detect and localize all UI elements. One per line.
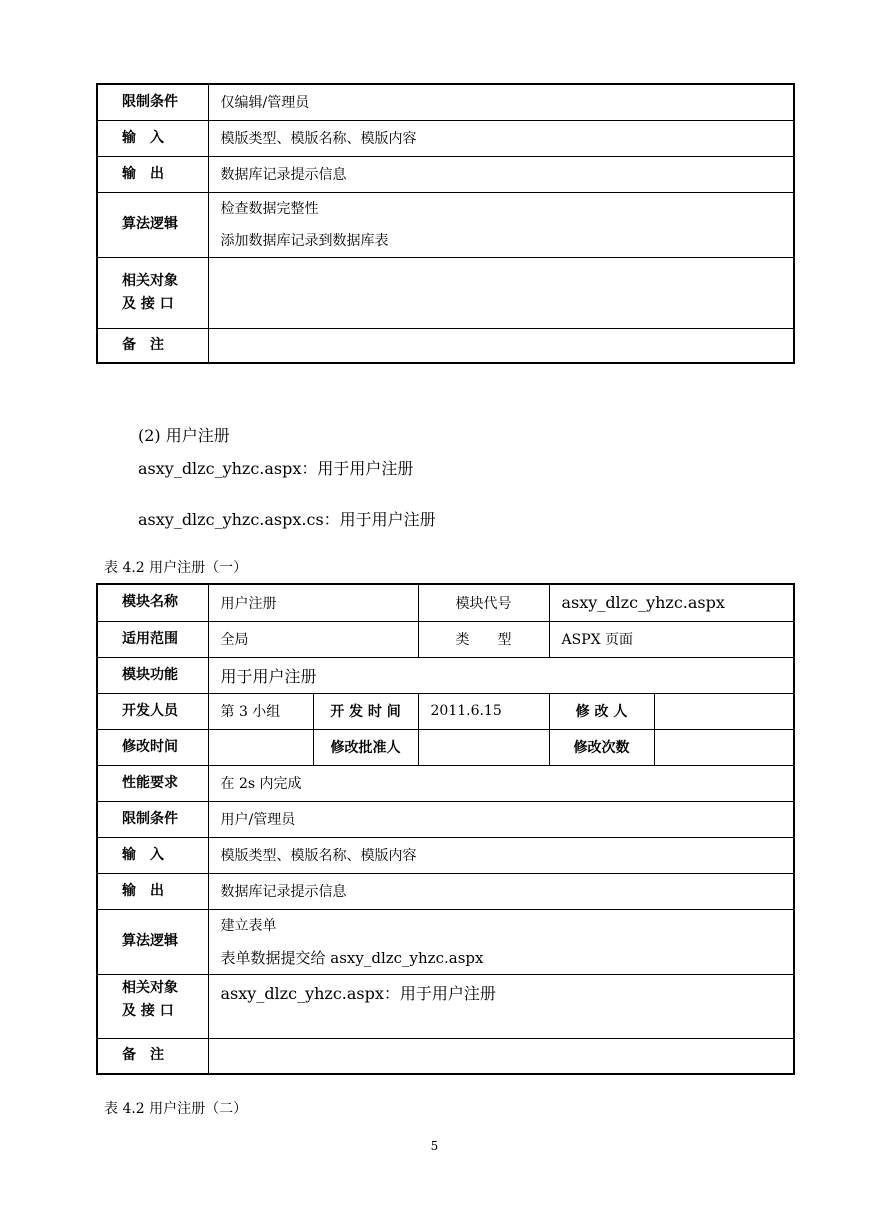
- table-row: [97, 729, 794, 765]
- row-label: 输 入: [97, 837, 208, 873]
- output-value: 数据库记录提示信息: [208, 873, 794, 909]
- function-value: 用于用户注册: [208, 657, 794, 693]
- logic-line: 添加数据库记录到数据库表: [220, 232, 389, 249]
- row-label: 适用范围: [97, 621, 208, 657]
- scope-value: 全局: [208, 621, 418, 657]
- mod-count-value: [654, 729, 794, 765]
- module-name-value: 用户注册: [208, 584, 418, 621]
- perf-value: 在 2s 内完成: [208, 765, 794, 801]
- table-row: [97, 84, 794, 120]
- table-row: [97, 621, 794, 657]
- developer-value: 第 3 小组: [208, 693, 313, 729]
- row-label: 修改次数: [549, 729, 654, 765]
- row-label: 模块代号: [418, 584, 549, 621]
- row-label: 模块功能: [97, 657, 208, 693]
- modifier-value: [654, 693, 794, 729]
- table-row: [97, 801, 794, 837]
- logic-line: 建立表单: [220, 917, 277, 934]
- logic-value: [208, 909, 794, 974]
- row-label: 备 注: [97, 1038, 208, 1074]
- remark-value: [208, 1038, 794, 1074]
- table-row: [97, 584, 794, 621]
- mod-time-value: [208, 729, 313, 765]
- row-label: 限制条件: [97, 84, 208, 120]
- approver-value: [418, 729, 549, 765]
- row-label: 修改批准人: [313, 729, 418, 765]
- row-value: [208, 192, 794, 257]
- row-label: 开 发 时 间: [313, 693, 418, 729]
- row-label: 输 入: [97, 120, 208, 156]
- logic-line: 表单数据提交给 asxy_dlzc_yhzc.aspx: [220, 948, 484, 967]
- module-code-value: asxy_dlzc_yhzc.aspx: [549, 584, 794, 621]
- table-row: [97, 909, 794, 974]
- table-row: [97, 328, 794, 363]
- table-caption: 表 4.2 用户注册（一）: [104, 560, 248, 576]
- table-row: [97, 156, 794, 192]
- row-label: 输 出: [97, 873, 208, 909]
- page-number: 5: [430, 1139, 439, 1153]
- row-value: [208, 328, 794, 363]
- row-label: 修 改 人: [549, 693, 654, 729]
- row-label: 输 出: [97, 156, 208, 192]
- row-label: 算法逻辑: [97, 909, 208, 974]
- row-label: 类 型: [418, 621, 549, 657]
- table-row: [97, 120, 794, 156]
- table-row: [97, 873, 794, 909]
- module-spec-table: [96, 583, 795, 1075]
- row-label: 限制条件: [97, 801, 208, 837]
- section-heading: (2) 用户注册: [138, 426, 230, 445]
- row-label: 备 注: [97, 328, 208, 363]
- table-row: [97, 192, 794, 257]
- table-row: [97, 657, 794, 693]
- dev-time-value: 2011.6.15: [418, 693, 549, 729]
- row-label: 相关对象 及 接 口: [97, 257, 208, 328]
- row-label: 算法逻辑: [97, 192, 208, 257]
- table-row: [97, 974, 794, 1038]
- file-description: asxy_dlzc_yhzc.aspx.cs：用于用户注册: [138, 510, 436, 529]
- table-row: [97, 1038, 794, 1074]
- row-value: 仅编辑/管理员: [208, 84, 794, 120]
- row-value: [208, 257, 794, 328]
- row-label: 开发人员: [97, 693, 208, 729]
- row-label: 模块名称: [97, 584, 208, 621]
- table-row: [97, 765, 794, 801]
- table-row: [97, 693, 794, 729]
- logic-line: 检查数据完整性: [220, 200, 319, 217]
- input-value: 模版类型、模版名称、模版内容: [208, 837, 794, 873]
- limit-value: 用户/管理员: [208, 801, 794, 837]
- row-value: 数据库记录提示信息: [208, 156, 794, 192]
- row-value: 模版类型、模版名称、模版内容: [208, 120, 794, 156]
- table-row: [97, 837, 794, 873]
- row-label: 修改时间: [97, 729, 208, 765]
- file-description: asxy_dlzc_yhzc.aspx：用于用户注册: [138, 459, 414, 478]
- related-value: asxy_dlzc_yhzc.aspx：用于用户注册: [208, 974, 794, 1038]
- module-spec-table-continued: [96, 83, 795, 364]
- table-caption: 表 4.2 用户注册（二）: [104, 1101, 248, 1117]
- row-label: 性能要求: [97, 765, 208, 801]
- type-value: ASPX 页面: [549, 621, 794, 657]
- table-row: [97, 257, 794, 328]
- row-label: 相关对象 及 接 口: [97, 974, 208, 1038]
